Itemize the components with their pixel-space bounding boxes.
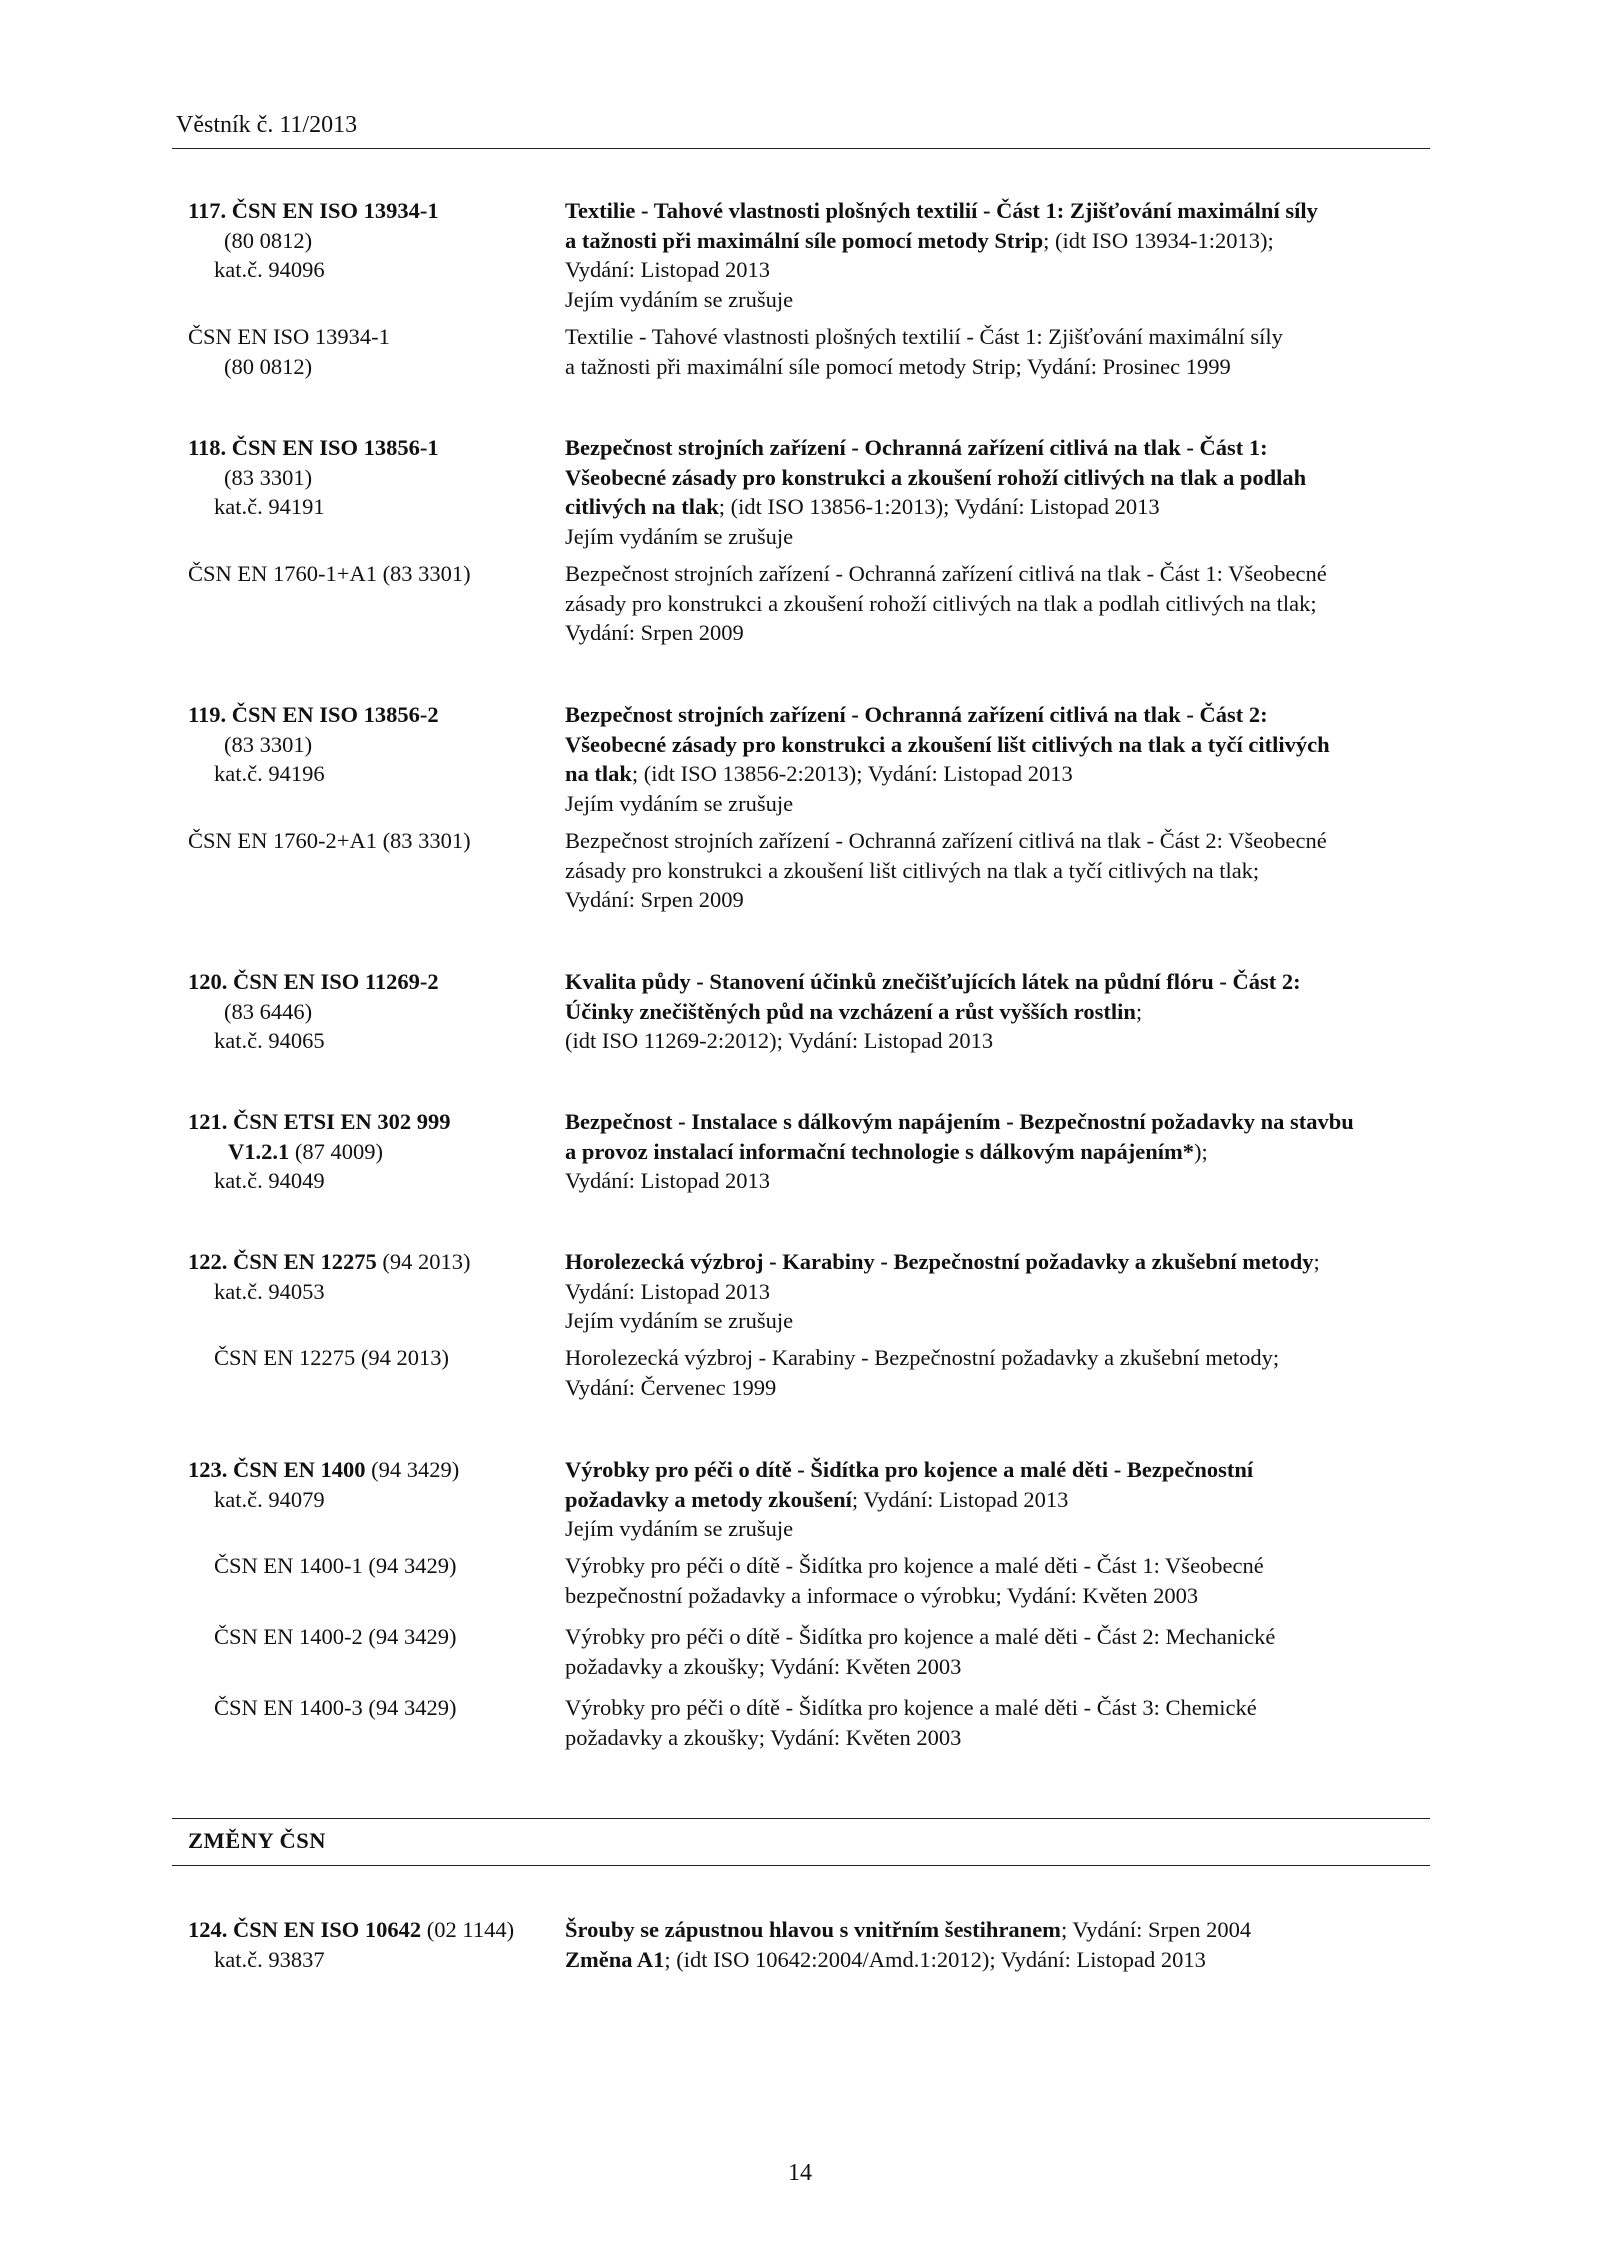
entry-number: 120. [188,969,228,994]
catalog-number: kat.č. 93837 [214,1946,325,1972]
standard-title: Bezpečnost strojních zařízení - Ochranná zařízení citlivá na tlak - Část 1: [565,435,1268,460]
standard-title-cont: požadavky a metody zkoušení [565,1486,852,1512]
standard-ref-punct: ; [1135,998,1143,1024]
standard-code: ČSN EN 1400 [233,1457,366,1482]
classification: (94 2013) [382,1249,471,1274]
withdrawn-code: ČSN EN ISO 13934-1 [188,324,390,349]
withdrawn-code: ČSN EN 1760-1+A1 (83 3301) [188,561,471,586]
withdrawn-title: Výrobky pro péči o dítě - Šidítka pro kojence a malé děti - Část 1: Všeobecné [565,1553,1264,1578]
withdrawn-title: Výrobky pro péči o dítě - Šidítka pro kojence a malé děti - Část 3: Chemické [565,1695,1257,1720]
classification: (83 3301) [224,731,313,757]
standard-ref: ; (idt ISO 13856-2:2013); Vydání: Listopad 2013 [631,761,1073,786]
standard-ref: ; Vydání: Listopad 2013 [851,1486,1069,1512]
entry-number: 121. [188,1109,228,1134]
withdrawn-title-cont: zásady pro konstrukci a zkoušení lišt citlivých na tlak a tyčí citlivých na tlak; [565,857,1260,883]
standard-title-cont: Všeobecné zásady pro konstrukci a zkoušení rohoží citlivých na tlak a podlah [565,464,1307,490]
standard-ref: ; (idt ISO 13856-1:2013); Vydání: Listopad 2013 [718,494,1160,519]
standard-code: ČSN EN 12275 [233,1249,377,1274]
standard-title-end: citlivých na tlak [565,494,719,519]
withdrawn-code: ČSN EN 12275 (94 2013) [214,1345,449,1370]
catalog-number: kat.č. 94053 [214,1278,325,1304]
standard-ref-punct: ); [1193,1138,1208,1164]
withdrawn-title: Výrobky pro péči o dítě - Šidítka pro kojence a malé děti - Část 2: Mechanické [565,1624,1276,1649]
standard-code: ČSN EN ISO 13856-1 [231,435,439,460]
withdrawn-title-cont: požadavky a zkoušky; Vydání: Květen 2003 [565,1724,962,1750]
standard-title-cont: Účinky znečištěných půd na vzcházení a růst vyšších rostlin [565,998,1136,1024]
issue-date: ; Vydání: Srpen 2004 [1060,1917,1252,1942]
amendment-label: Změna A1 [565,1946,665,1972]
issue-date: Vydání: Listopad 2013 [565,1168,770,1193]
issue-date: Vydání: Listopad 2013 [565,1278,770,1304]
withdrawn-date: Vydání: Srpen 2009 [565,887,744,912]
standard-code: ČSN ETSI EN 302 999 [233,1109,451,1134]
withdrawn-code: ČSN EN 1400-3 (94 3429) [214,1695,457,1720]
classification: (83 6446) [224,998,313,1024]
standard-title: Horolezecká výzbroj - Karabiny - Bezpečnostní požadavky a zkušební metody [565,1249,1314,1274]
withdrawn-title: Textilie - Tahové vlastnosti plošných textilií - Část 1: Zjišťování maximální síly [565,324,1283,349]
catalog-number: kat.č. 94096 [214,257,325,282]
standard-code: ČSN EN ISO 11269-2 [233,969,439,994]
standard-title-end: na tlak [565,761,632,786]
classification: (80 0812) [224,227,313,253]
standard-version: V1.2.1 [228,1138,290,1164]
supersedes-note: Jejím vydáním se zrušuje [565,523,794,549]
issue-date: Vydání: Listopad 2013 [565,257,770,282]
withdrawn-title-cont: zásady pro konstrukci a zkoušení rohoží citlivých na tlak a podlah citlivých na tlak; [565,590,1317,616]
withdrawn-title-cont: požadavky a zkoušky; Vydání: Květen 2003 [565,1653,962,1679]
standard-title: Bezpečnost strojních zařízení - Ochranná zařízení citlivá na tlak - Část 2: [565,702,1268,727]
entry-number: 122. [188,1249,228,1274]
amendment-ref: ; (idt ISO 10642:2004/Amd.1:2012); Vydání: Listopad 2013 [664,1946,1206,1972]
classification: (87 4009) [294,1138,383,1164]
withdrawn-class: (80 0812) [224,353,313,379]
withdrawn-title-cont: a tažnosti při maximální síle pomocí metody Strip; Vydání: Prosinec 1999 [565,353,1231,379]
standard-title-cont: a provoz instalací informační technologie s dálkovým napájením* [565,1138,1194,1164]
withdrawn-code: ČSN EN 1760-2+A1 (83 3301) [188,828,471,853]
bulletin-title: Věstník č. 11/2013 [176,112,358,138]
section-title: ZMĚNY ČSN [188,1828,327,1853]
standard-title: Kvalita půdy - Stanovení účinků znečišťujících látek na půdní flóru - Část 2: [565,969,1301,994]
withdrawn-title: Horolezecká výzbroj - Karabiny - Bezpečnostní požadavky a zkušební metody; [565,1345,1280,1370]
entry-number: 124. [188,1917,228,1942]
standard-title-cont: a tažnosti při maximální síle pomocí metody Strip [565,227,1044,253]
standard-ref: (idt ISO 11269-2:2012); Vydání: Listopad 2013 [565,1028,994,1053]
standard-ref-punct: ; [1313,1249,1320,1274]
catalog-number: kat.č. 94049 [214,1168,325,1193]
classification: (02 1144) [426,1917,515,1942]
withdrawn-title: Bezpečnost strojních zařízení - Ochranná zařízení citlivá na tlak - Část 1: Všeobecné [565,561,1327,586]
entry-number: 119. [188,702,227,727]
standard-title: Bezpečnost - Instalace s dálkovým napájením - Bezpečnostní požadavky na stavbu [565,1109,1354,1134]
page-header [172,108,1430,149]
standard-title: Výrobky pro péči o dítě - Šidítka pro kojence a malé děti - Bezpečnostní [565,1457,1254,1482]
standard-title-cont: Všeobecné zásady pro konstrukci a zkoušení lišt citlivých na tlak a tyčí citlivých [565,731,1330,757]
standard-code: ČSN EN ISO 10642 [233,1917,422,1942]
withdrawn-title: Bezpečnost strojních zařízení - Ochranná zařízení citlivá na tlak - Část 2: Všeobecné [565,828,1327,853]
supersedes-note: Jejím vydáním se zrušuje [565,1308,794,1333]
entry-number: 117. [188,198,227,223]
standard-code: ČSN EN ISO 13856-2 [231,702,439,727]
withdrawn-date: Vydání: Srpen 2009 [565,620,744,645]
classification: (83 3301) [224,464,313,490]
catalog-number: kat.č. 94196 [214,761,325,786]
standard-title: Šrouby se zápustnou hlavou s vnitřním šestihranem [565,1917,1061,1942]
catalog-number: kat.č. 94065 [214,1028,325,1053]
supersedes-note: Jejím vydáním se zrušuje [565,1516,794,1541]
withdrawn-code: ČSN EN 1400-1 (94 3429) [214,1553,457,1578]
catalog-number: kat.č. 94191 [214,494,325,519]
withdrawn-date: Vydání: Červenec 1999 [565,1374,777,1400]
page-number: 14 [788,2160,812,2186]
standard-ref: ; (idt ISO 13934-1:2013); [1043,227,1274,253]
supersedes-note: Jejím vydáním se zrušuje [565,790,794,816]
entry-number: 118. [188,435,227,460]
withdrawn-code: ČSN EN 1400-2 (94 3429) [214,1624,457,1649]
catalog-number: kat.č. 94079 [214,1486,325,1512]
section-header-changes [172,1818,1430,1866]
classification: (94 3429) [371,1457,460,1482]
standard-title: Textilie - Tahové vlastnosti plošných textilií - Část 1: Zjišťování maximální síly [565,198,1318,223]
supersedes-note: Jejím vydáním se zrušuje [565,286,794,312]
withdrawn-title-cont: bezpečnostní požadavky a informace o výrobku; Vydání: Květen 2003 [565,1582,1199,1608]
standard-code: ČSN EN ISO 13934-1 [231,198,439,223]
entry-number: 123. [188,1457,228,1482]
